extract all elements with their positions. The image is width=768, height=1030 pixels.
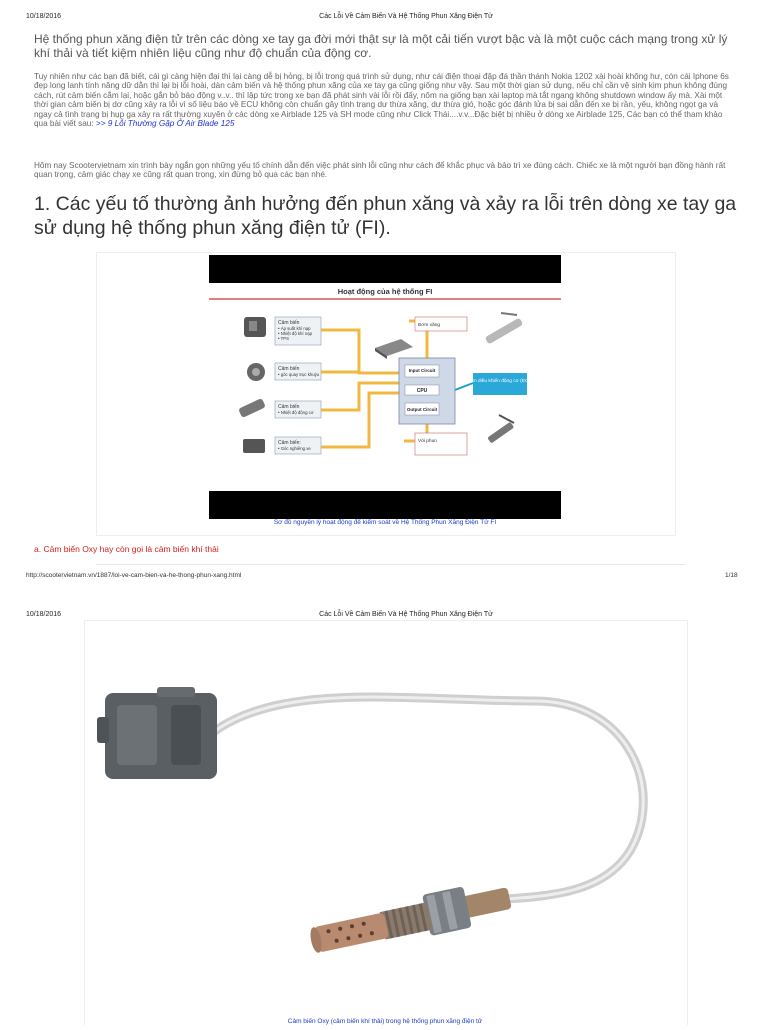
sensor-body xyxy=(307,877,514,960)
body-paragraph-1-text: Tuy nhiên như các bạn đã biết, cái gì càng hiện đại thì lại càng dễ bị hỏng, bị lỗi trong quá trình sử dụng, như cái điện thoại đập đá thần thánh Nokia 1202 xài hoài không hư, còn cái Iphone 6s đẹp long lanh tính năng dữ dằn thì lại bị lỗi hoài, dàn cảm biến và hệ thống phun xăng của xe tay ga cũng giống như vậy. Sau một thời gian sử dụng, nếu chỉ cần vệ sinh kim phun không đúng cách, rút cảm biến cắm lại, hoặc gắn bỏ báo động v..v.. thì lập tức trong xe bạn đã phát sinh vài lỗi rồi đấy, nôm na giống bạn xài laptop mà tắt ngang không shutdown window ấy mà. Xài một thời gian cảm biến bị dơ cũng xảy ra lỗi vì số liệu báo về ECU không còn chuẩn gây tình trạng dư thừa xăng, dư thừa gió, hoặc góc đánh lửa bị sai dẫn đến xe bị rần, yếu, không ngọt ga và ngay cả tình trạng bị hụp ga xảy ra rất thường xuyên ở các dòng xe Airblade 125 và SH mode cũng như Click Thái....v.v...Đặc biệt bị nhiều ở dòng xe Airblade 125, Các bạn có thể tham khảo qua bài viết sau: xyxy=(34,72,729,129)
oxygen-sensor-photo xyxy=(84,620,688,1025)
fi-diagram-image xyxy=(209,255,561,519)
input-circuit-label: Input Circuit xyxy=(408,368,436,373)
sensor-3-title: Cảm biến xyxy=(278,404,300,410)
page2-header-date: 10/18/2016 xyxy=(26,611,62,618)
cpu-label: CPU xyxy=(416,388,428,394)
body-paragraph-1 xyxy=(34,72,738,128)
sensor-3-line-1: • Nhiệt độ động cơ xyxy=(278,410,314,415)
sensor-2-title: Cảm biến xyxy=(278,366,300,372)
page2-header-title: Các Lỗi Về Cảm Biến Và Hệ Thống Phun Xăng Điện Tử xyxy=(319,611,493,618)
oxygen-sensor-image xyxy=(85,621,687,1025)
subheading-a: a. Cảm biến Oxy hay còn gọi là cảm biến khí thải xyxy=(34,544,219,554)
ecu-label: Cụm điều khiển động cơ (ECU) xyxy=(466,379,534,384)
intro-paragraph: Hệ thống phun xăng điện tử trên các dòng xe tay ga đời mới thật sự là một cải tiến vượt bậc và là một cuộc cách mạng trong xử lý khí thải và tiết kiệm nhiên liệu cũng như độ chuẩn của động cơ. xyxy=(34,32,728,60)
sensor-1-line-3: • TPS xyxy=(278,336,289,341)
diagram-title: Hoạt động của hệ thống FI xyxy=(337,287,433,296)
header-date: 10/18/2016 xyxy=(26,13,62,20)
body-paragraph-2: Hôm nay Scootervietnam xin trình bày ngắn gọn những yếu tố chính dẫn đến việc phát sinh lỗi cũng như cách để khắc phục và bảo trì xe đúng cách. Chiếc xe là một người bạn đồng hành rất quan trọng, cảm giác chạy xe cũng rất quan trọng, xin đừng bỏ qua các bạn nhé. xyxy=(34,161,726,180)
ecu-callout xyxy=(473,373,527,395)
photo-caption: Cảm biến Oxy (cảm biến khí thải) trong hệ thống phun xăng điện tử xyxy=(287,1018,483,1025)
footer-url: http://scootervietnam.vn/1887/loi-ve-cam-bien-va-he-thong-phun-xang.html xyxy=(26,572,242,579)
injector-box xyxy=(415,433,467,455)
sensor-2-line-1: • góc quay trục khuỷu xyxy=(278,372,320,377)
header-title: Các Lỗi Về Cảm Biến Và Hệ Thống Phun Xăng Điện Tử xyxy=(319,13,493,20)
injector-label: Vòi phun xyxy=(418,439,437,444)
diagram-caption: Sơ đồ nguyên lý hoạt động để kiểm soát về Hệ Thống Phun Xăng Điện Tử FI xyxy=(273,519,497,526)
sensor-1-title: Cảm biến xyxy=(278,320,300,326)
fi-diagram xyxy=(209,255,561,519)
related-article-link[interactable]: >> 9 Lỗi Thường Gặp Ở Air Blade 125 xyxy=(95,119,235,129)
sensor-4-title: Cảm biến: xyxy=(278,440,301,446)
sensor-1-line-2: • Nhiệt độ khí nạp xyxy=(278,331,312,336)
footer-page-number: 1/18 xyxy=(725,572,738,579)
section-heading: 1. Các yếu tố thường ảnh hưởng đến phun xăng và xảy ra lỗi trên dòng xe tay ga sử dụng hệ thống phun xăng điện tử (FI). xyxy=(34,193,737,239)
connector-plug xyxy=(97,687,217,779)
sensor-1-line-1: • Áp suất khí nạp xyxy=(278,326,311,331)
page-divider xyxy=(96,564,686,565)
fuel-pump-label: Bơm xăng xyxy=(418,323,441,328)
sensor-4-line-1: • Góc nghiêng xe xyxy=(278,446,311,451)
output-circuit-label: Output Circuit xyxy=(406,407,438,412)
